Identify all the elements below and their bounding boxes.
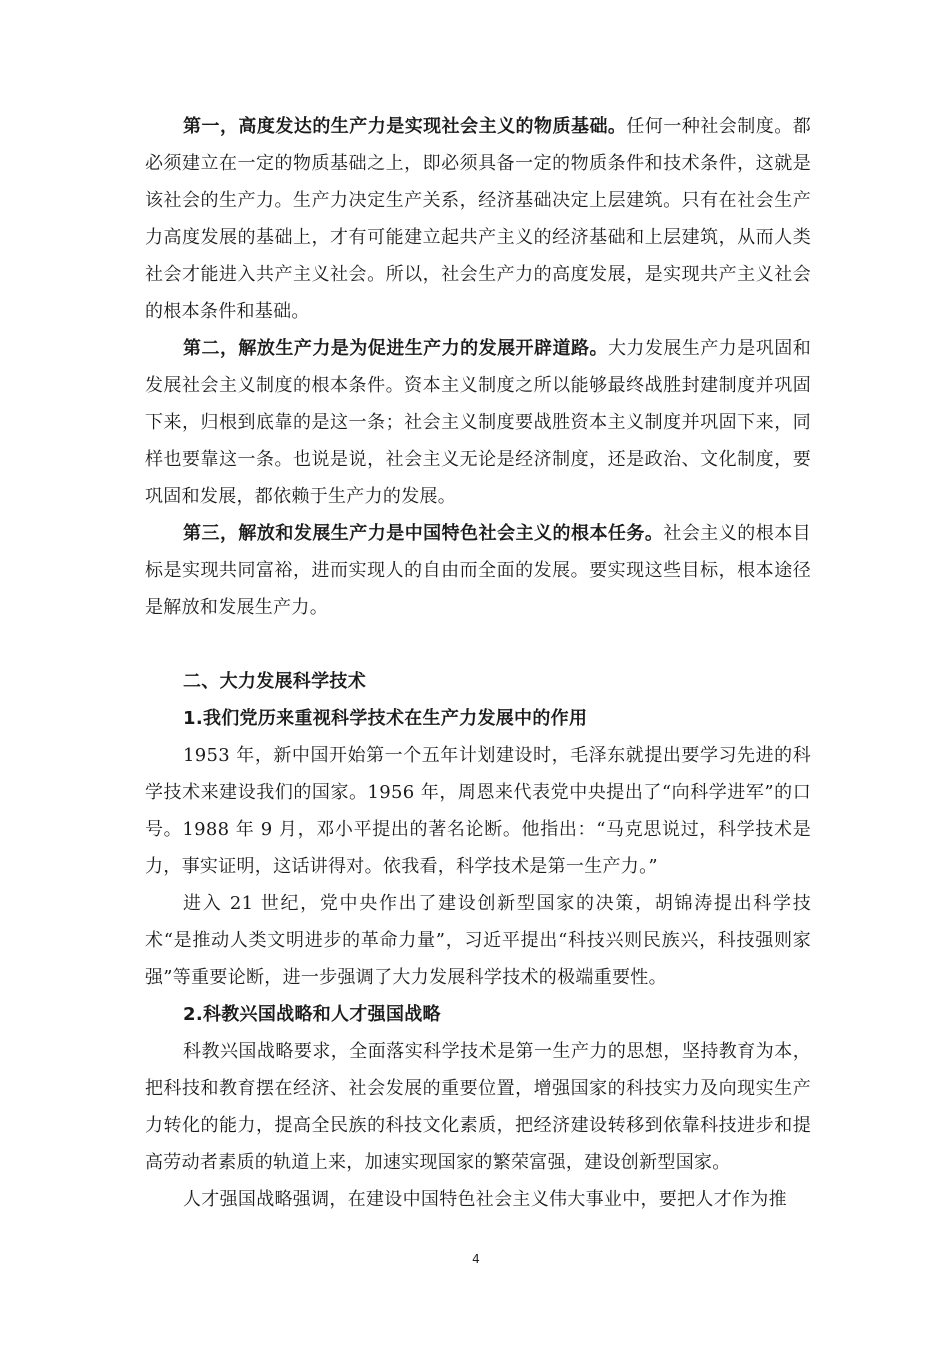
paragraph-lead: 第三，解放和发展生产力是中国特色社会主义的根本任务。 [183, 523, 664, 544]
paragraph-lead: 第二，解放生产力是为促进生产力的发展开辟道路。 [183, 338, 608, 359]
section-gap [145, 626, 811, 663]
section-heading: 二、大力发展科学技术 [183, 671, 366, 692]
paragraph-talent: 人才强国战略强调，在建设中国特色社会主义伟大事业中，要把人才作为推 [183, 1189, 787, 1210]
page-content [145, 108, 811, 1218]
paragraph-third-point [145, 515, 811, 626]
paragraph-body: 社会主义的根本目标是实现共同富裕，进而实现人的自由而全面的发展。要实现这些目标，根本途径是解放和发展生产力。 [145, 523, 811, 618]
paragraph-lead: 第一，高度发达的生产力是实现社会主义的物质基础。 [183, 116, 627, 137]
paragraph-second-point [145, 330, 811, 515]
subsection-heading-1: 1.我们党历来重视科学技术在生产力发展中的作用 [183, 708, 588, 729]
subsection-heading-2: 2.科教兴国战略和人才强国战略 [183, 1004, 441, 1025]
paragraph-first-point [145, 108, 811, 330]
page-number: 4 [472, 1252, 480, 1266]
paragraph-body: 大力发展生产力是巩固和发展社会主义制度的根本条件。资本主义制度之所以能够最终战胜封建制度并巩固下来，归根到底靠的是这一条；社会主义制度要战胜资本主义制度并巩固下来，同样也要靠这一条。也说是说，社会主义无论是经济制度，还是政治、文化制度，要巩固和发展，都依赖于生产力的发展。 [145, 338, 811, 507]
paragraph-strategy: 科教兴国战略要求，全面落实科学技术是第一生产力的思想，坚持教育为本，把科技和教育摆在经济、社会发展的重要位置，增强国家的科技实力及向现实生产力转化的能力，提高全民族的科技文化素质，把经济建设转移到依靠科技进步和提高劳动者素质的轨道上来，加速实现国家的繁荣富强，建设创新型国家。 [145, 1041, 811, 1173]
paragraph-history: 1953 年，新中国开始第一个五年计划建设时，毛泽东就提出要学习先进的科学技术来建设我们的国家。1956 年，周恩来代表党中央提出了“向科学进军”的口号。1988 年 9 月，邓小平提出的著名论断。他指出：“马克思说过，科学技术是力，事实证明，这话讲得对。依我看，科学技术是第一生产力。” [145, 745, 811, 877]
paragraph-21st-century: 进入 21 世纪，党中央作出了建设创新型国家的决策，胡锦涛提出科学技术“是推动人类文明进步的革命力量”，习近平提出“科技兴则民族兴，科技强则家强”等重要论断，进一步强调了大力发展科学技术的极端重要性。 [145, 893, 811, 988]
paragraph-body: 任何一种社会制度。都必须建立在一定的物质基础之上，即必须具备一定的物质条件和技术条件，这就是该社会的生产力。生产力决定生产关系，经济基础决定上层建筑。只有在社会生产力高度发展的基础上，才有可能建立起共产主义的经济基础和上层建筑，从而人类社会才能进入共产主义社会。所以，社会生产力的高度发展，是实现共产主义社会的根本条件和基础。 [145, 116, 812, 322]
